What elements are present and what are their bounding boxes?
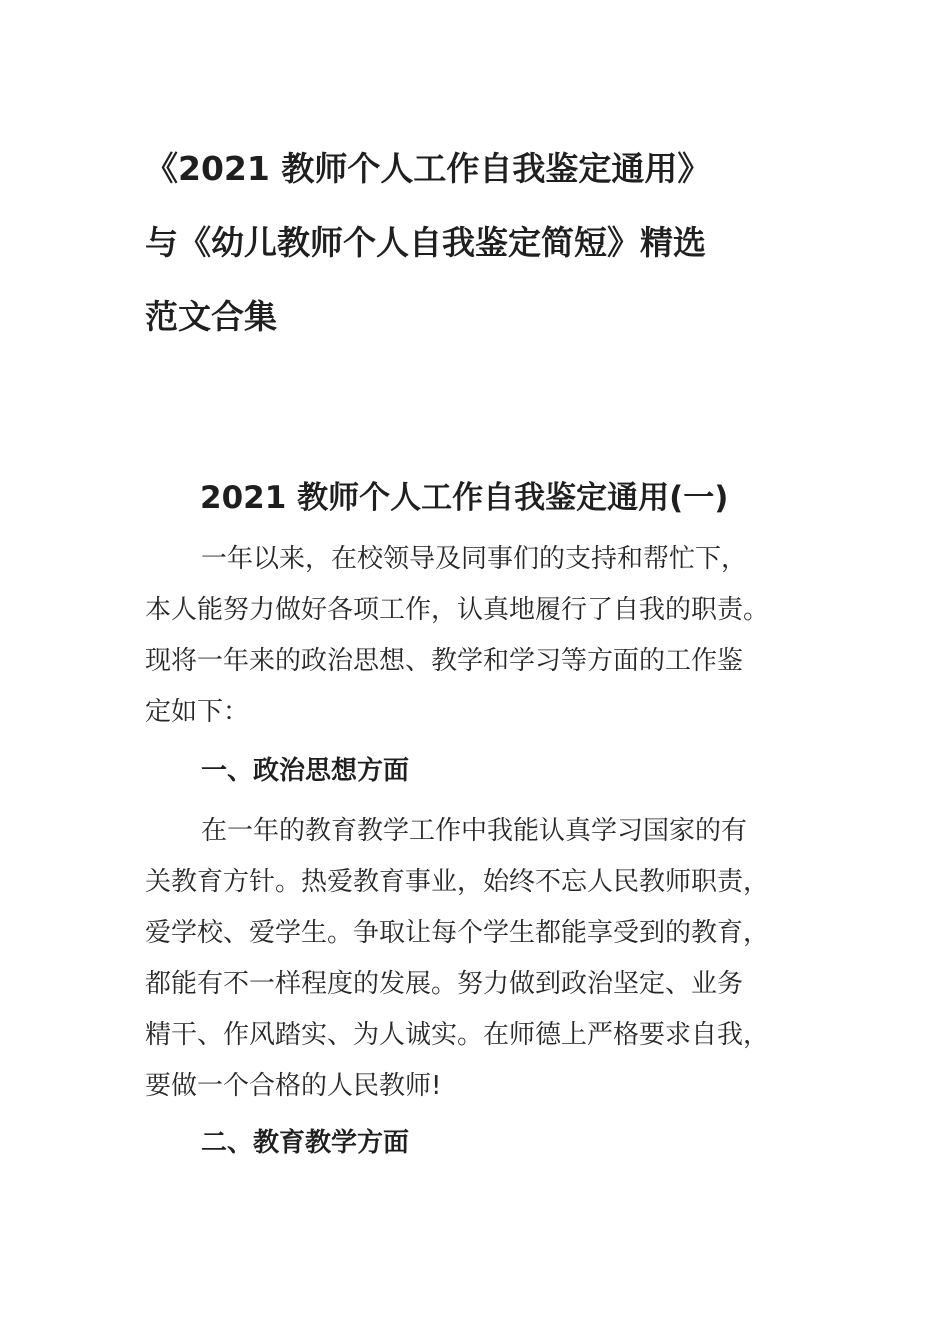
body-line-1: 在一年的教育教学工作中我能认真学习国家的有 [201, 816, 748, 846]
body-line-6: 要做一个合格的人民教师! [145, 1071, 442, 1101]
heading-teaching: 二、教育教学方面 [201, 1128, 410, 1158]
intro-paragraph [145, 534, 835, 738]
section-title: 2021 教师个人工作自我鉴定通用(一) [200, 480, 729, 516]
body-line-4: 都能有不一样程度的发展。努力做到政治坚定、业务 [145, 969, 744, 999]
document-title [145, 132, 825, 354]
political-paragraph [145, 806, 835, 1112]
intro-line-3: 现将一年来的政治思想、教学和学习等方面的工作鉴 [145, 646, 744, 676]
title-line-3: 范文合集 [145, 297, 277, 336]
intro-line-2: 本人能努力做好各项工作，认真地履行了自我的职责。 [145, 595, 770, 625]
body-line-5: 精干、作风踏实、为人诚实。在师德上严格要求自我， [145, 1020, 770, 1050]
title-line-1: 《2021 教师个人工作自我鉴定通用》 [145, 149, 711, 188]
title-line-2: 与《幼儿教师个人自我鉴定简短》精选 [145, 223, 706, 262]
body-line-2: 关教育方针。热爱教育事业，始终不忘人民教师职责， [145, 867, 770, 897]
intro-line-4: 定如下： [145, 697, 250, 727]
heading-political: 一、政治思想方面 [201, 756, 410, 786]
intro-line-1: 一年以来，在校领导及同事们的支持和帮忙下， [201, 544, 748, 574]
body-line-3: 爱学校、爱学生。争取让每个学生都能享受到的教育， [145, 918, 770, 948]
